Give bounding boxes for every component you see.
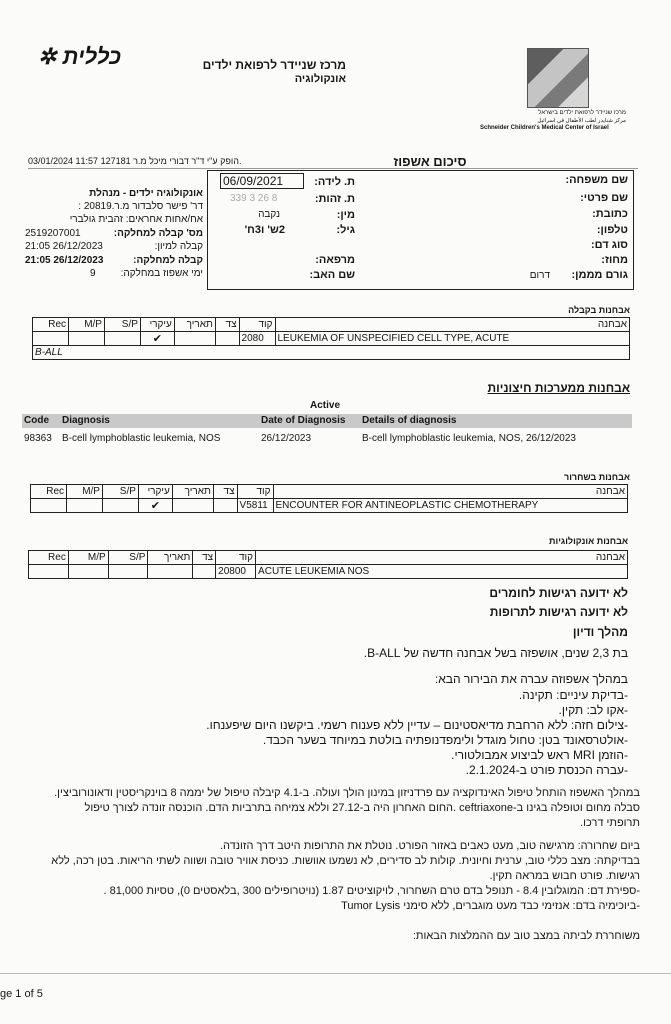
table-header-row — [29, 551, 628, 565]
cell-sp — [104, 332, 140, 346]
header-mp: M/P — [69, 318, 105, 332]
external-header-diagnosis: Diagnosis — [62, 415, 110, 426]
cell-code: 2080 — [239, 332, 275, 346]
body-line-xray: -צילום חזה: ללא הרחבת מדיאסטינום – עדיין ללא פענוח רשמי. ביקשנו היום שיפענחו. — [206, 718, 628, 732]
course-title: מהלך ודיון — [572, 625, 628, 639]
header-code: קוד — [237, 485, 273, 499]
header-rec: Rec — [31, 485, 67, 499]
adm-time: 21:05 26/12/2023 — [25, 241, 103, 252]
external-cell-diagnosis: B-cell lymphoblastic leukemia, NOS — [62, 433, 221, 444]
header-code: קוד — [239, 318, 275, 332]
cell-side — [193, 565, 216, 579]
cell-dx: ENCOUNTER FOR ANTINEOPLASTIC CHEMOTHERAPY — [273, 499, 628, 513]
sex-value: נקבה — [258, 209, 280, 220]
header-date: תאריך — [148, 551, 193, 565]
body-line-mri: -הוזמן MRI ראש לביצוע אמבולטורי. — [451, 748, 628, 762]
header-side: צד — [213, 485, 237, 499]
table-header-row — [33, 318, 630, 332]
header-mp: M/P — [68, 551, 108, 565]
cell-rec — [29, 565, 69, 579]
body-recommendations: משוחררת לביתה במצב טוב עם ההמלצות הבאות: — [412, 930, 640, 942]
body-line-us: -אולטרסאונד בטן: טחול מוגדל ולימפדנופתיה בולטת במיוחד בשער הכבד. — [262, 733, 628, 747]
body-workup-title: במהלך אשפוזה עברה את הבירור הבא: — [434, 672, 628, 686]
external-header-code: Code — [24, 415, 49, 426]
cell-mp — [68, 565, 108, 579]
admission-dx-table — [32, 317, 630, 360]
header-date: תאריך — [174, 318, 215, 332]
cell-dx: ACUTE LEUKEMIA NOS — [256, 565, 628, 579]
adm-no-label: מס' קבלה למחלקה: — [113, 228, 203, 239]
cell-code: V5811 — [237, 499, 273, 513]
first-name-label: שם פרטי: — [580, 192, 628, 204]
days-value: 9 — [90, 268, 96, 279]
emblem-en: Schneider Children's Medical Center of Israel — [480, 125, 609, 131]
table-row — [31, 499, 628, 513]
clalit-logo: כללית ✲ — [38, 44, 122, 69]
allergy-drugs: לא ידועה רגישות לתרופות — [489, 605, 628, 619]
onco-dx-title: אבחנות אונקולוגיות — [549, 536, 628, 546]
header-dx: אבחנה — [256, 551, 628, 565]
ward-time: 21:05 26/12/2023 — [25, 255, 104, 266]
family-label: שם משפחה: — [565, 174, 628, 186]
header-side: צד — [193, 551, 216, 565]
payer-label: גורם מממן: — [571, 269, 628, 281]
discharge-dx-title: אבחנות בשחרור — [564, 472, 630, 482]
header-mp: M/P — [67, 485, 103, 499]
id-value: 339 3 26 8 — [230, 193, 278, 204]
external-dx-title: אבחנות ממערכות חיצוניות — [487, 381, 630, 395]
print-info: 03/01/2024 11:57 127181 הופק ע"י ד"ר דבורי מיכל מ.ר. — [28, 156, 242, 166]
age-label: גיל: — [336, 224, 355, 236]
cell-date — [174, 332, 215, 346]
cell-mp — [69, 332, 105, 346]
header-code: קוד — [216, 551, 256, 565]
body-discharge-cbc: -ספירת דם: המוגלובין 8.4 - תנופל בדם טרם השחרור, לויקוציטים 1.87 (נויטרופילים 300 ,בלאסטים 0), טסיות 81,000 . — [103, 885, 640, 897]
cell-mp — [67, 499, 103, 513]
id-label: ת. זהות: — [314, 193, 355, 205]
body-discharge-chem: -ביוכימיה בדם: אנזימי כבד מעט מוגברים, ללא סימני Tumor Lysis — [341, 900, 640, 912]
body-treatment-2: סבלה מחום וטופלה בגינו ב-ceftriaxone .החום האחרון היה ב-27.12 וללא צמיחה בתרביות הדם. הוכנסה זונדה לצורך טיפול — [84, 802, 640, 814]
cell-rec — [31, 499, 67, 513]
body-treatment-1: במהלך האשפוז הותחל טיפול האינדוקציה עם פרדניזון במינון הולך ועולה. ב-4.1 קיבלה טיפול של יממה 8 בוינקריסטין ודאונורוביצין. — [54, 787, 640, 799]
table-row — [33, 332, 630, 346]
admission-dept: אונקולוגיה ילדים - מנהלת — [89, 188, 203, 199]
table-note-row — [33, 346, 630, 360]
ward-time-label: קבלה למחלקה: — [133, 255, 203, 266]
body-line-eyes: -בדיקת עיניים: תקינה. — [518, 688, 628, 702]
department-name: אונקולוגיה — [294, 73, 346, 85]
header-sp: S/P — [108, 551, 148, 565]
header-sp: S/P — [104, 318, 140, 332]
table-row — [29, 565, 628, 579]
father-label: שם האב: — [309, 269, 355, 281]
header-rec: Rec — [33, 318, 69, 332]
dob-label: ת. לידה: — [314, 176, 355, 188]
center-name: מרכז שניידר לרפואת ילדים — [202, 58, 346, 72]
body-discharge-1: ביום שחרורה: מרגישה טוב, מעט כאבים באזור הפורט. נוטלת את התרופות היטב דרך הזונדה. — [219, 840, 640, 852]
allergy-materials: לא ידועה רגישות לחומרים — [489, 586, 628, 600]
cell-rec — [33, 332, 69, 346]
sex-label: מין: — [336, 209, 355, 221]
body-treatment-3: תרופתי דרכו. — [580, 817, 640, 829]
admission-nurse: אח/אחות אחראים: זהבית גולברי — [69, 214, 203, 225]
header-rec: Rec — [29, 551, 69, 565]
cell-sp — [102, 499, 138, 513]
adm-time-label: קבלה למיון: — [154, 241, 203, 252]
dob-value: 06/09/2021 — [220, 173, 304, 189]
header-main: עיקרי — [140, 318, 174, 332]
page-number: ge 1 of 5 — [0, 988, 43, 1000]
external-dx-active: Active — [310, 400, 341, 411]
payer-value: דרום — [529, 270, 550, 281]
header-dx: אבחנה — [275, 318, 630, 332]
body-intro: בת 2,3 שנים, אושפזה בשל אבחנה חדשה של B-ALL. — [363, 646, 628, 660]
cell-note: B-ALL — [33, 346, 630, 360]
emblem-he: מרכז שניידר לרפואת ילדים בישראל — [538, 110, 626, 116]
header-date: תאריך — [172, 485, 213, 499]
phone-label: טלפון: — [596, 224, 628, 236]
header-side: צד — [215, 318, 239, 332]
doc-title: סיכום אשפוז — [393, 154, 467, 169]
external-cell-code: 98363 — [24, 433, 52, 444]
body-line-echo: -אקו לב: תקין. — [558, 703, 628, 717]
district-label: מחוז: — [601, 254, 628, 266]
header-dx: אבחנה — [273, 485, 628, 499]
body-discharge-2: בבדיקתה: מצב כללי טוב, ערנית וחיונית. קולות לב סדירים, לא נשמעו אוושות. כניסת אוויר טובה ושווה לשתי הריאות. בטן רכה, ללא — [51, 855, 640, 867]
cell-date — [172, 499, 213, 513]
header-sp: S/P — [102, 485, 138, 499]
external-header-date: Date of Diagnosis — [261, 415, 346, 426]
onco-dx-table — [28, 550, 628, 579]
puzzle-emblem-icon — [527, 48, 589, 108]
cell-code: 20800 — [216, 565, 256, 579]
cell-sp — [108, 565, 148, 579]
body-discharge-3: רגישות. פורט חבוש במראה תקין. — [489, 870, 640, 882]
days-label: ימי אשפוז במחלקה: — [120, 268, 203, 279]
adm-no: 2519207001 — [25, 228, 81, 239]
check-icon: ✔ — [140, 332, 174, 346]
bloodtype-label: סוג דם: — [591, 239, 628, 251]
clalit-logo-icon: ✲ — [38, 44, 57, 69]
emblem-ar: مركز شنايدر لطب الأطفال في اسرائيل — [537, 118, 626, 124]
clinic-label: מרפאה: — [315, 254, 355, 266]
address-label: כתובת: — [592, 208, 628, 220]
check-icon: ✔ — [138, 499, 172, 513]
external-cell-date: 26/12/2023 — [261, 433, 312, 444]
cell-dx: LEUKEMIA OF UNSPECIFIED CELL TYPE, ACUTE — [275, 332, 630, 346]
admission-doctor: דר' פישר סלבדור מ.ר.20819 : — [78, 201, 203, 212]
cell-date — [148, 565, 193, 579]
table-header-row — [31, 485, 628, 499]
cell-side — [215, 332, 239, 346]
header-main: עיקרי — [138, 485, 172, 499]
external-header-details: Details of diagnosis — [362, 415, 457, 426]
discharge-dx-table — [30, 484, 628, 513]
body-line-port: -עברה הכנסת פורט ב-2.1.2024. — [465, 763, 628, 777]
external-cell-details: B-cell lymphoblastic leukemia, NOS, 26/12/2023 — [362, 433, 576, 444]
admission-dx-title: אבחנות בקבלה — [568, 305, 630, 315]
cell-side — [213, 499, 237, 513]
age-value: 2ש' ו3ח' — [244, 224, 285, 236]
